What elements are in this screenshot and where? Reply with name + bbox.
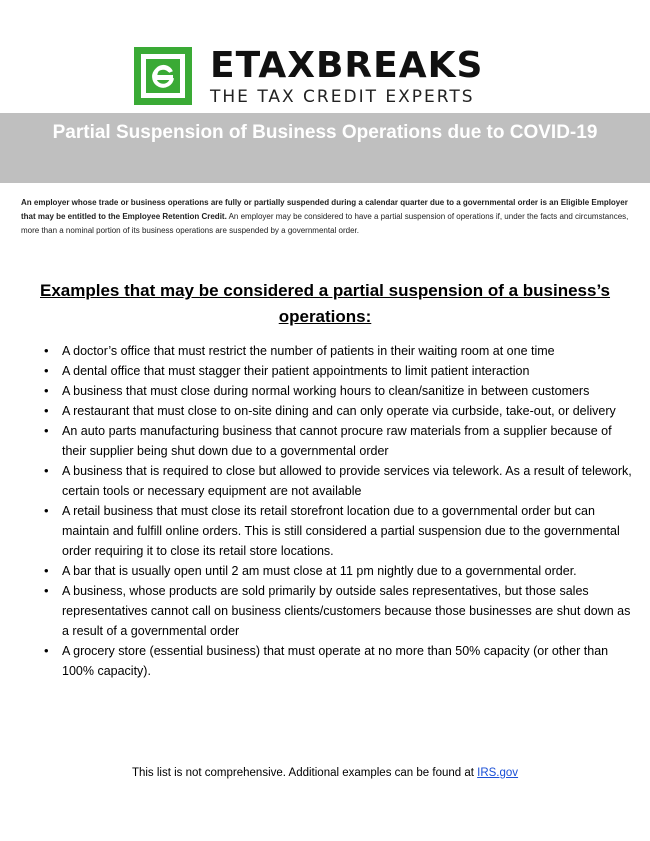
list-item: • A bar that is usually open until 2 am must close at 11 pm nightly due to a governmental order. <box>44 561 634 581</box>
list-item: • A restaurant that must close to on-site dining and can only operate via curbside, take-out, or delivery <box>44 401 634 421</box>
list-item: • A business that must close during normal working hours to clean/sanitize in between customers <box>44 381 634 401</box>
footer-note <box>0 765 650 781</box>
list-item: • A business, whose products are sold primarily by outside sales representatives, but those sales representatives cannot call on business clients/customers because those businesses are shut down as a result of a governmental order <box>44 581 634 641</box>
intro-text: An employer may be considered to have a partial suspension of operations if, under the facts and circumstances, more than a nominal portion of its business operations are suspended by a governmental order. <box>21 212 629 235</box>
logo-tagline: THE TAX CREDIT EXPERTS <box>210 87 475 107</box>
list-item: • A dental office that must stagger their patient appointments to limit patient interaction <box>44 361 634 381</box>
logo-name: ETAXBREAKS <box>210 45 484 86</box>
examples-list <box>44 341 634 681</box>
list-item: • A business that is required to close but allowed to provide services via telework. As a result of telework, certain tools or necessary equipment are not available <box>44 461 634 501</box>
list-item: • A doctor’s office that must restrict the number of patients in their waiting room at one time <box>44 341 634 361</box>
list-item: • An auto parts manufacturing business that cannot procure raw materials from a supplier because of their supplier being shut down due to a governmental order <box>44 421 634 461</box>
intro-paragraph <box>21 196 635 238</box>
list-item: • A retail business that must close its retail storefront location due to a governmental order but can maintain and fulfill online orders. This is still considered a partial suspension due to the governmental order requiring it to close its retail store locations. <box>44 501 634 561</box>
footer-text: This list is not comprehensive. Additional examples can be found at <box>131 767 478 779</box>
page-title: Partial Suspension of Business Operations due to COVID-19 <box>52 122 598 143</box>
list-item: • A grocery store (essential business) that must operate at no more than 50% capacity (or other than 100% capacity). <box>44 641 634 681</box>
irs-link[interactable]: IRS.gov <box>477 767 519 779</box>
etaxbreaks-logo <box>134 44 524 108</box>
examples-heading: Examples that may be considered a partial suspension of a business’s operations: <box>40 281 611 326</box>
etaxbreaks-logo-icon <box>134 47 192 105</box>
intro-bold-text: An employer whose trade or business operations are fully or partially suspended during a calendar quarter due to a governmental order is an Eligible Employer that may be entitled to the Employee Retention Credit. <box>21 198 628 221</box>
